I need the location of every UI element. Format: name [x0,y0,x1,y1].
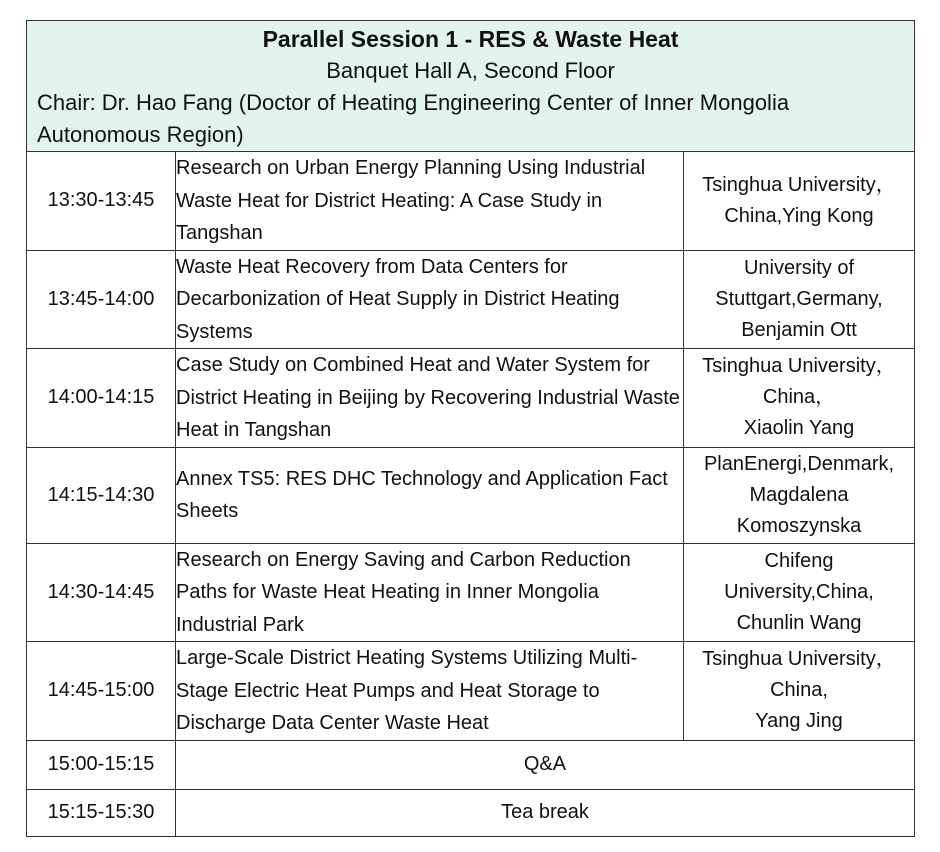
talk-title: Waste Heat Recovery from Data Centers for Decarbonization of Heat Supply in District Heating Systems [176,250,684,349]
session-title: Parallel Session 1 - RES & Waste Heat [262,26,679,52]
presenter-line: Tsinghua University， [702,355,896,378]
presenter-line: China， [762,386,836,409]
talk-title: Research on Urban Energy Planning Using Industrial Waste Heat for District Heating: A Case Study in Tangshan [176,152,684,251]
presenter-line: Chunlin Wang [736,611,862,634]
time-slot: 14:00-14:15 [27,349,176,448]
time-slot: 15:15-15:30 [27,789,176,836]
presenter-line: Benjamin Ott [741,318,857,341]
table-row [27,543,915,642]
table-row [27,447,915,543]
session-chair: Chair: Dr. Hao Fang (Doctor of Heating Engineering Center of Inner Mongolia Autonomous Region) [37,90,790,147]
presenter-line: University,China, [724,580,874,603]
presenter-line: Yang Jing [755,710,843,733]
time-slot: 14:15-14:30 [27,447,176,543]
time-slot: 13:30-13:45 [27,152,176,251]
presenter-line: Komoszynska [736,514,862,537]
table-row [27,740,915,789]
talk-presenter [684,543,915,642]
talk-title: Case Study on Combined Heat and Water System for District Heating in Beijing by Recovering Industrial Waste Heat in Tangshan [176,349,684,448]
presenter-line: Stuttgart,Germany, [715,287,883,310]
presenter-line: Tsinghua University， [702,648,896,671]
time-slot: 14:45-15:00 [27,642,176,741]
presenter-line: PlanEnergi,Denmark, [703,452,895,475]
presenter-line: Magdalena [749,483,849,506]
tea-break-label: Tea break [176,789,915,836]
table-row [27,642,915,741]
time-slot: 13:45-14:00 [27,250,176,349]
talk-presenter [684,642,915,741]
qa-label: Q&A [176,740,915,789]
presenter-line: Chifeng [764,549,834,572]
presenter-line: China, [770,679,828,702]
talk-title: Research on Energy Saving and Carbon Reduction Paths for Waste Heat Heating in Inner Mongolia Industrial Park [176,543,684,642]
presenter-line: University of [743,256,855,279]
presenter-line: China,Ying Kong [724,204,874,227]
table-row [27,789,915,836]
time-slot: 14:30-14:45 [27,543,176,642]
talk-presenter [684,447,915,543]
session-venue: Banquet Hall A, Second Floor [326,58,615,83]
session-header-row [27,21,915,152]
talk-presenter [684,152,915,251]
talk-presenter [684,349,915,448]
presenter-line: Xiaolin Yang [743,417,855,440]
session-header [27,21,915,152]
talk-title: Annex TS5: RES DHC Technology and Application Fact Sheets [176,447,684,543]
table-row [27,349,915,448]
talk-presenter [684,250,915,349]
table-row [27,250,915,349]
table-row [27,152,915,251]
time-slot: 15:00-15:15 [27,740,176,789]
session-schedule-table [26,20,915,837]
presenter-line: Tsinghua University， [702,173,896,196]
talk-title: Large-Scale District Heating Systems Utilizing Multi-Stage Electric Heat Pumps and Heat Storage to Discharge Data Center Waste Heat [176,642,684,741]
